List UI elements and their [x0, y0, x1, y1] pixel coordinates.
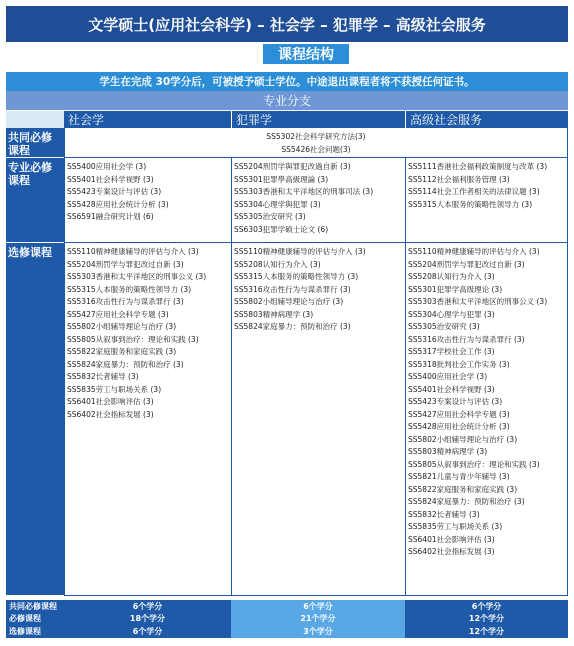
list-item: SS5835劳工与职场关系 (3)	[67, 384, 162, 394]
corner-cell	[6, 111, 64, 128]
list-item: SS5318批判社会工作实务 (3)	[408, 359, 510, 369]
list-item: SS5401社会科学视野 (3)	[67, 174, 154, 184]
totals-label: 必修课程	[6, 613, 64, 626]
list-item: SS5304心理学與犯罪 (3)	[234, 199, 321, 209]
list-item: SS5305治安研究 (3)	[408, 322, 480, 331]
list-item: SS5426社会问题(3)	[281, 144, 351, 154]
list-item: SS5824家庭暴力：预防和治疗 (3)	[234, 322, 351, 331]
list-item: SS5110精神健康辅导的评估与介入 (3)	[408, 247, 540, 256]
list-item: SS5401社会科学视野 (3)	[408, 384, 495, 394]
totals-row-common	[6, 600, 568, 613]
row-label-major: 专业必修课程	[6, 158, 64, 243]
list-item: SS5803精神病理学 (3)	[408, 447, 488, 456]
list-item: SS6402社会指标发展 (3)	[67, 409, 154, 419]
list-item: SS5305治安研究 (3)	[234, 212, 306, 221]
list-item: SS5835劳工与职场关系 (3)	[408, 522, 503, 531]
list-item: SS5832长者辅导 (3)	[67, 372, 139, 381]
section-subtitle: 课程结构	[262, 43, 350, 65]
credit-value: 18个学分	[64, 613, 231, 626]
common-course-list	[64, 128, 568, 158]
list-item: SS5316攻击性行为与谋杀罪行 (3)	[67, 297, 184, 306]
column-header-criminology: 犯罪学	[231, 111, 405, 128]
list-item: SS5802小组辅导理论与治疗 (3)	[234, 297, 344, 306]
list-item: SS5301犯罪學高級理論 (3)	[234, 174, 329, 184]
list-item: SS5423专案设计与评估 (3)	[408, 397, 503, 406]
list-item: SS5400应用社会学 (3)	[408, 372, 488, 381]
credit-value: 6个学分	[64, 600, 231, 613]
list-item: SS6401社会影响评估 (3)	[408, 534, 495, 544]
major-social-service-list	[405, 158, 568, 243]
list-item: SS5114社会工作者相关的法律议题 (3)	[408, 187, 540, 196]
page-title: 文学硕士(应用社会科学) – 社会学 – 犯罪学 – 高级社会服务	[6, 6, 568, 42]
elective-sociology-list	[64, 243, 231, 596]
list-item: SS5805从叙事到治疗：理论和实践 (3)	[408, 459, 540, 469]
totals-row-elective	[6, 625, 568, 638]
graduation-notice: 学生在完成 30学分后，可被授予硕士学位。中途退出课程者将不获授任何证书。	[6, 72, 568, 91]
list-item: SS5316攻击性行为与谋杀罪行 (3)	[234, 284, 351, 294]
credit-value: 12个学分	[405, 613, 568, 626]
list-item: SS5208认知行为介入 (3)	[408, 272, 495, 281]
elective-social-service-list	[405, 243, 568, 596]
totals-label: 选修课程	[6, 625, 64, 638]
list-item: SS5110精神健康辅导的评估与介入 (3)	[67, 247, 199, 256]
list-item: SS5824家庭暴力：预防和治疗 (3)	[408, 497, 525, 506]
list-item: SS5317学校社会工作 (3)	[408, 347, 495, 356]
list-item: SS5423专案设计与评估 (3)	[67, 187, 162, 196]
list-item: SS5204刑罚学与罪犯改过自新 (3)	[408, 259, 525, 269]
list-item: SS5208认知行为介入 (3)	[234, 259, 321, 269]
list-item: SS5204刑罚学与罪犯改过自新 (3)	[67, 259, 184, 269]
list-item: SS5427应用社会科学专题 (3)	[408, 409, 510, 419]
credit-value: 6个学分	[231, 600, 405, 613]
totals-row-required	[6, 613, 568, 626]
list-item: SS5303香港和太平洋地区的刑事司法 (3)	[234, 187, 374, 196]
elective-criminology-list	[231, 243, 405, 596]
major-sociology-list	[64, 158, 231, 243]
list-item: SS5824家庭暴力：预防和治疗 (3)	[67, 359, 184, 369]
list-item: SS5111香港社会福利政策制度与改革 (3)	[408, 162, 548, 171]
major-criminology-list	[231, 158, 405, 243]
credit-value: 12个学分	[405, 625, 568, 638]
list-item: SS5805从叙事到治疗：理论和实践 (3)	[67, 334, 199, 344]
specialization-header: 专业分支	[6, 91, 568, 110]
list-item: SS5304心理学与犯罪 (3)	[408, 309, 495, 319]
major-required-row	[6, 158, 568, 243]
list-item: SS5428应用社会统计分析 (3)	[67, 199, 169, 209]
list-item: SS5802小组辅导理论与治疗 (3)	[408, 434, 518, 444]
totals-label: 共同必修课程	[6, 600, 64, 613]
course-structure-table	[6, 111, 568, 596]
list-item: SS5802小组辅导理论与治疗 (3)	[67, 322, 177, 331]
credit-value: 6个学分	[405, 600, 568, 613]
list-item: SS5427应用社会科学专题 (3)	[67, 309, 169, 319]
list-item: SS5428应用社会统计分析 (3)	[408, 422, 510, 431]
list-item: SS5302社会科学研究方法(3)	[266, 132, 366, 141]
list-item: SS5110精神健康辅导的评估与介入 (3)	[234, 247, 366, 256]
list-item: SS5316攻击性行为与谋杀罪行 (3)	[408, 334, 525, 344]
credit-value: 3个学分	[231, 625, 405, 638]
list-item: SS6591融合研究计划 (6)	[67, 212, 154, 221]
column-header-social-service: 高级社会服务	[405, 111, 568, 128]
list-item: SS5822家庭服务和家庭实践 (3)	[408, 484, 518, 494]
credit-totals	[6, 600, 568, 638]
list-item: SS5832长者辅导 (3)	[408, 509, 480, 519]
list-item: SS5803精神病理学 (3)	[234, 309, 314, 319]
list-item: SS6402社会指标发展 (3)	[408, 547, 495, 556]
list-item: SS5303香港和太平洋地区的刑事公义 (3)	[67, 272, 207, 281]
row-label-common: 共同必修课程	[6, 128, 64, 158]
credit-value: 6个学分	[64, 625, 231, 638]
elective-row	[6, 243, 568, 596]
list-item: SS5204刑罚学與罪犯改過自新 (3)	[234, 162, 351, 171]
list-item: SS6303犯罪学硕士论文 (6)	[234, 224, 329, 234]
list-item: SS6401社会影响评估 (3)	[67, 397, 154, 406]
list-item: SS5821儿童与青少年辅导 (3)	[408, 472, 510, 481]
common-required-row	[6, 128, 568, 158]
list-item: SS5315人本服务的策略性领导力 (3)	[234, 272, 359, 281]
list-item: SS5400应用社会学 (3)	[67, 162, 147, 171]
list-item: SS5301犯罪学高级理论 (3)	[408, 284, 503, 294]
column-header-sociology: 社会学	[64, 111, 231, 128]
list-item: SS5315人本服务的策略性领导力 (3)	[67, 284, 192, 294]
column-header-row	[6, 111, 568, 128]
row-label-elective: 选修课程	[6, 243, 64, 596]
list-item: SS5303香港和太平洋地区的刑事公义 (3)	[408, 297, 548, 306]
list-item: SS5315人本服务的策略性领导力 (3)	[408, 199, 533, 209]
list-item: SS5822家庭服务和家庭实践 (3)	[67, 347, 177, 356]
list-item: SS5112社会福利服务管理 (3)	[408, 174, 510, 184]
credit-value: 21个学分	[231, 613, 405, 626]
